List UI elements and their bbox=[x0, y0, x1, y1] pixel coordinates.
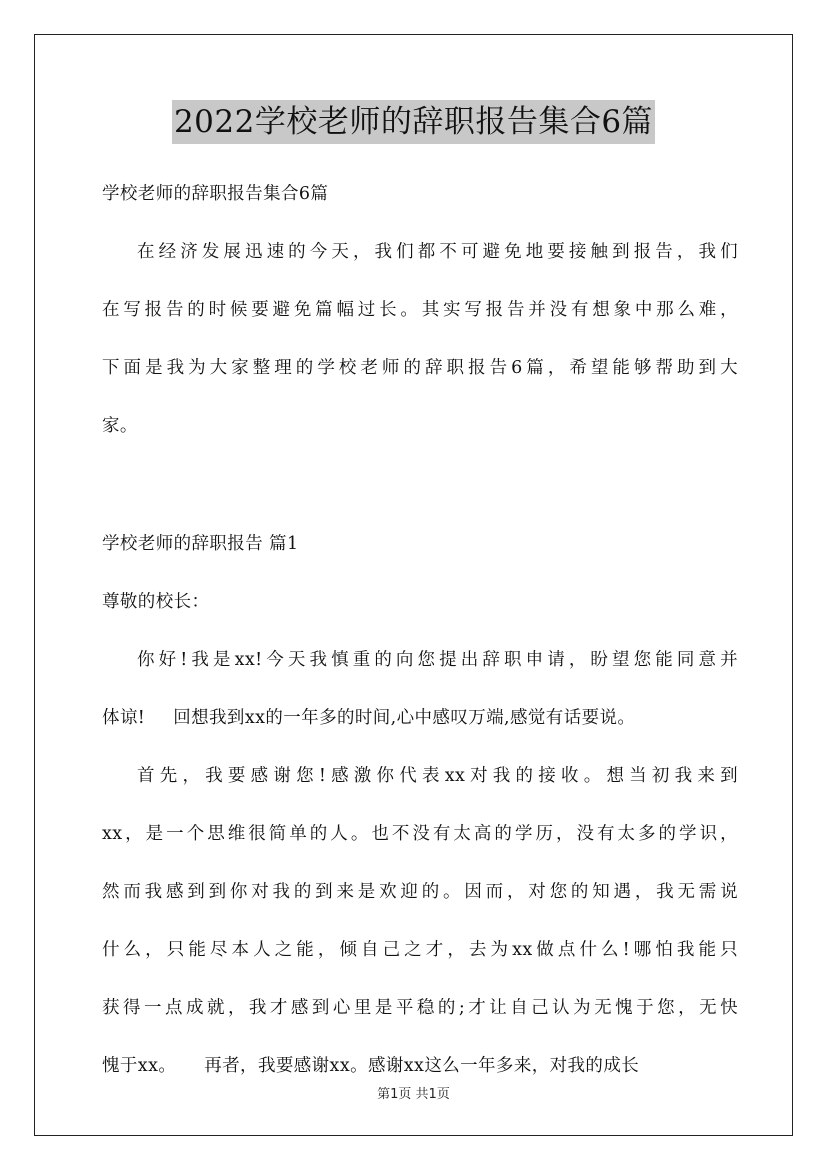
body-line: 再者，我要感谢xx。感谢xx这么一年多来，对我的成长 bbox=[204, 1056, 640, 1076]
body-line: xx，是一个思维很简单的人。也不没有太高的学历，没有太多的学识， bbox=[102, 824, 738, 844]
document-subtitle: 学校老师的辞职报告集合6篇 bbox=[102, 184, 329, 204]
document-body bbox=[102, 176, 738, 1084]
body-line: 回想我到xx的一年多的时间,心中感叹万端,感觉有话要说。 bbox=[173, 708, 636, 728]
body-line: 愧于xx。 bbox=[102, 1056, 177, 1076]
body-line: 然而我感到到你对我的到来是欢迎的。因而，对您的知遇，我无需说 bbox=[102, 882, 738, 902]
body-line: 首先，我要感谢您!感激你代表xx对我的接收。想当初我来到 bbox=[137, 766, 738, 786]
intro-line: 在经济发展迅速的今天，我们都不可避免地要接触到报告，我们 bbox=[137, 242, 738, 262]
intro-line: 下面是我为大家整理的学校老师的辞职报告6篇，希望能够帮助到大 bbox=[102, 358, 738, 378]
body-line: 体谅! bbox=[102, 708, 146, 728]
document-title: 2022学校老师的辞职报告集合6篇 bbox=[172, 100, 655, 144]
intro-line: 在写报告的时候要避免篇幅过长。其实写报告并没有想象中那么难， bbox=[102, 300, 738, 320]
section-heading: 学校老师的辞职报告 篇1 bbox=[102, 534, 299, 554]
salutation: 尊敬的校长： bbox=[102, 592, 210, 612]
intro-line: 家。 bbox=[102, 416, 138, 436]
body-line: 什么，只能尽本人之能，倾自己之才，去为xx做点什么!哪怕我能只 bbox=[102, 940, 738, 960]
title-container bbox=[0, 100, 827, 144]
page-footer: 第1页 共1页 bbox=[377, 1087, 450, 1102]
body-line-combined bbox=[102, 700, 738, 736]
body-line: 你好!我是xx!今天我慎重的向您提出辞职申请，盼望您能同意并 bbox=[137, 650, 738, 670]
body-line: 获得一点成就，我才感到心里是平稳的;才让自己认为无愧于您，无快 bbox=[102, 998, 738, 1018]
body-line-combined bbox=[102, 1048, 738, 1084]
